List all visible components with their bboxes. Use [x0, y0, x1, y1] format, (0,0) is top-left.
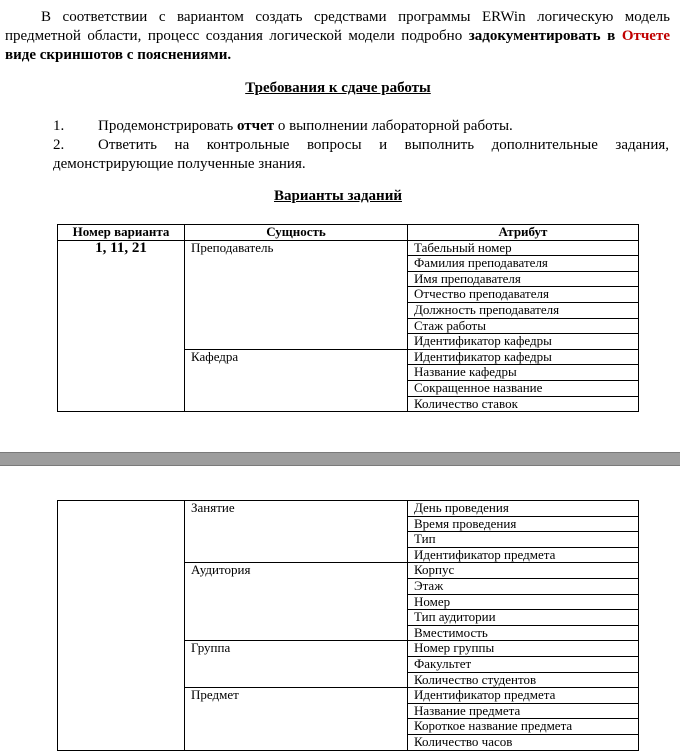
list-item-text-pre: Продемонстрировать: [98, 118, 237, 134]
attribute-cell: Фамилия преподавателя: [408, 256, 639, 272]
attribute-cell: Идентификатор кафедры: [408, 334, 639, 350]
intro-text: В соответствии с вариантом создать средствами программы ERWin логическую модель предметной области, процесс создания логической модели подробно: [5, 9, 670, 44]
list-item: [53, 117, 669, 136]
attribute-cell: Факультет: [408, 656, 639, 672]
table-row: [58, 240, 639, 256]
attribute-cell: Количество ставок: [408, 396, 639, 412]
attribute-cell: Тип аудитории: [408, 610, 639, 626]
entity-cell: Занятие: [185, 501, 408, 563]
list-item-text-post: о выполнении лабораторной работы.: [274, 118, 513, 134]
header-attribute: Атрибут: [408, 225, 639, 241]
list-item-bold: отчет: [236, 118, 275, 134]
requirements-list: [53, 117, 669, 174]
variant-number-cell: [58, 501, 185, 751]
attribute-cell: Стаж работы: [408, 318, 639, 334]
header-variant: Номер варианта: [58, 225, 185, 241]
attribute-cell: Вместимость: [408, 625, 639, 641]
attribute-cell: Название кафедры: [408, 365, 639, 381]
attribute-cell: Идентификатор предмета: [408, 547, 639, 563]
entity-cell: Преподаватель: [185, 240, 408, 349]
intro-red-text: Отчете: [621, 28, 670, 44]
attribute-cell: Отчество преподавателя: [408, 287, 639, 303]
attribute-cell: Идентификатор кафедры: [408, 349, 639, 365]
intro-paragraph: [5, 8, 670, 65]
requirements-title: Требования к сдаче работы: [245, 80, 431, 96]
attribute-cell: Время проведения: [408, 516, 639, 532]
entity-cell: Предмет: [185, 688, 408, 750]
variants-title: Варианты заданий: [273, 188, 402, 204]
list-item-number: 1.: [53, 118, 65, 134]
entity-cell: Кафедра: [185, 349, 408, 411]
table-header-row: [58, 225, 639, 241]
attribute-cell: Название предмета: [408, 703, 639, 719]
attribute-cell: Номер: [408, 594, 639, 610]
attribute-cell: Количество студентов: [408, 672, 639, 688]
intro-bold-text: задокументировать в: [468, 28, 616, 44]
variants-table-continued: [57, 500, 639, 751]
attribute-cell: Этаж: [408, 578, 639, 594]
attribute-cell: Табельный номер: [408, 240, 639, 256]
attribute-cell: День проведения: [408, 501, 639, 517]
attribute-cell: Должность преподавателя: [408, 302, 639, 318]
attribute-cell: Номер группы: [408, 641, 639, 657]
attribute-cell: Тип: [408, 532, 639, 548]
attribute-cell: Идентификатор предмета: [408, 688, 639, 704]
table-row: [58, 501, 639, 517]
attribute-cell: Сокращенное название: [408, 380, 639, 396]
list-item-text: [98, 117, 669, 136]
list-item-number: 2.: [53, 137, 65, 153]
intro-bold-text-2: виде скриншотов с пояснениями.: [5, 47, 232, 63]
header-entity: Сущность: [185, 225, 408, 241]
list-item: [53, 136, 669, 174]
attribute-cell: Короткое название предмета: [408, 719, 639, 735]
page-break: [0, 452, 680, 466]
entity-cell: Группа: [185, 641, 408, 688]
list-item-text: Ответить на контрольные вопросы и выполнить дополнительные задания, демонстрирующие полученные знания.: [53, 137, 669, 172]
entity-cell: Аудитория: [185, 563, 408, 641]
variants-table: [57, 224, 639, 412]
attribute-cell: Количество часов: [408, 734, 639, 750]
attribute-cell: Корпус: [408, 563, 639, 579]
attribute-cell: Имя преподавателя: [408, 271, 639, 287]
variant-number-cell: 1, 11, 21: [58, 240, 185, 412]
